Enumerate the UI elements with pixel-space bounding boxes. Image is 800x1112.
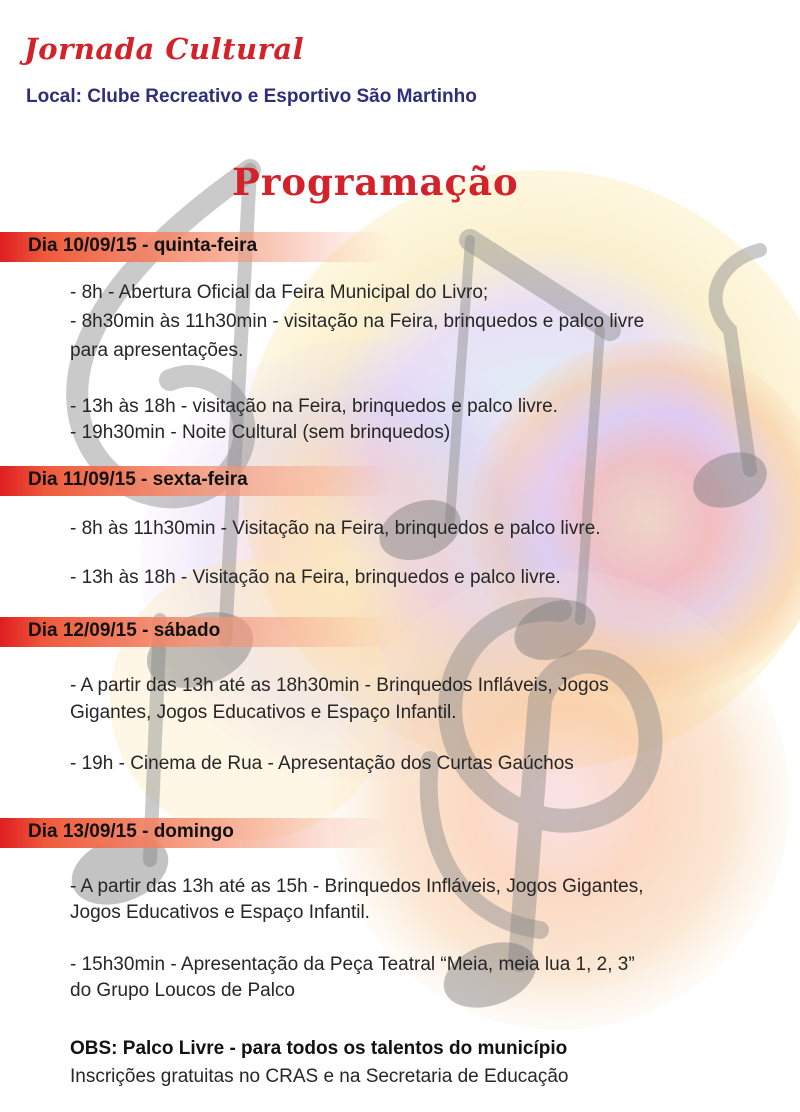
schedule-line: para apresentações. [70, 340, 244, 361]
registration-note: Inscrições gratuitas no CRAS e na Secretaria de Educação [70, 1066, 569, 1087]
venue-line: Local: Clube Recreativo e Esportivo São Martinho [26, 86, 477, 107]
schedule-line: - 19h30min - Noite Cultural (sem brinquedos) [70, 422, 451, 443]
day-label: Dia 11/09/15 - sexta-feira [28, 469, 248, 490]
schedule-line: - 19h - Cinema de Rua - Apresentação dos Curtas Gaúchos [70, 753, 574, 774]
day-label: Dia 13/09/15 - domingo [28, 821, 234, 842]
schedule-line: - 15h30min - Apresentação da Peça Teatral “Meia, meia lua 1, 2, 3” [70, 954, 635, 975]
day-label: Dia 10/09/15 - quinta-feira [28, 235, 258, 256]
schedule-line: do Grupo Loucos de Palco [70, 980, 295, 1001]
obs-note: OBS: Palco Livre - para todos os talentos do município [70, 1038, 568, 1059]
day-header-bar [0, 818, 390, 848]
day-header-bar [0, 617, 390, 647]
schedule-line: - 8h30min às 11h30min - visitação na Feira, brinquedos e palco livre [70, 311, 645, 332]
schedule-line: - 8h - Abertura Oficial da Feira Municipal do Livro; [70, 282, 489, 303]
schedule-line: - A partir das 13h até as 15h - Brinquedos Infláveis, Jogos Gigantes, [70, 876, 644, 897]
day-header-bar [0, 232, 390, 262]
day-header-bar [0, 466, 390, 496]
schedule-line: - A partir das 13h até as 18h30min - Brinquedos Infláveis, Jogos [70, 675, 609, 696]
schedule-line: - 13h às 18h - Visitação na Feira, brinquedos e palco livre. [70, 567, 561, 588]
poster-title: Jornada Cultural [24, 32, 305, 66]
schedule-line: Jogos Educativos e Espaço Infantil. [70, 902, 370, 923]
schedule-line: - 8h às 11h30min - Visitação na Feira, brinquedos e palco livre. [70, 518, 601, 539]
schedule-line: - 13h às 18h - visitação na Feira, brinquedos e palco livre. [70, 396, 558, 417]
schedule-line: Gigantes, Jogos Educativos e Espaço Infantil. [70, 702, 457, 723]
day-label: Dia 12/09/15 - sábado [28, 620, 221, 641]
programacao-heading: Programação [232, 160, 519, 204]
